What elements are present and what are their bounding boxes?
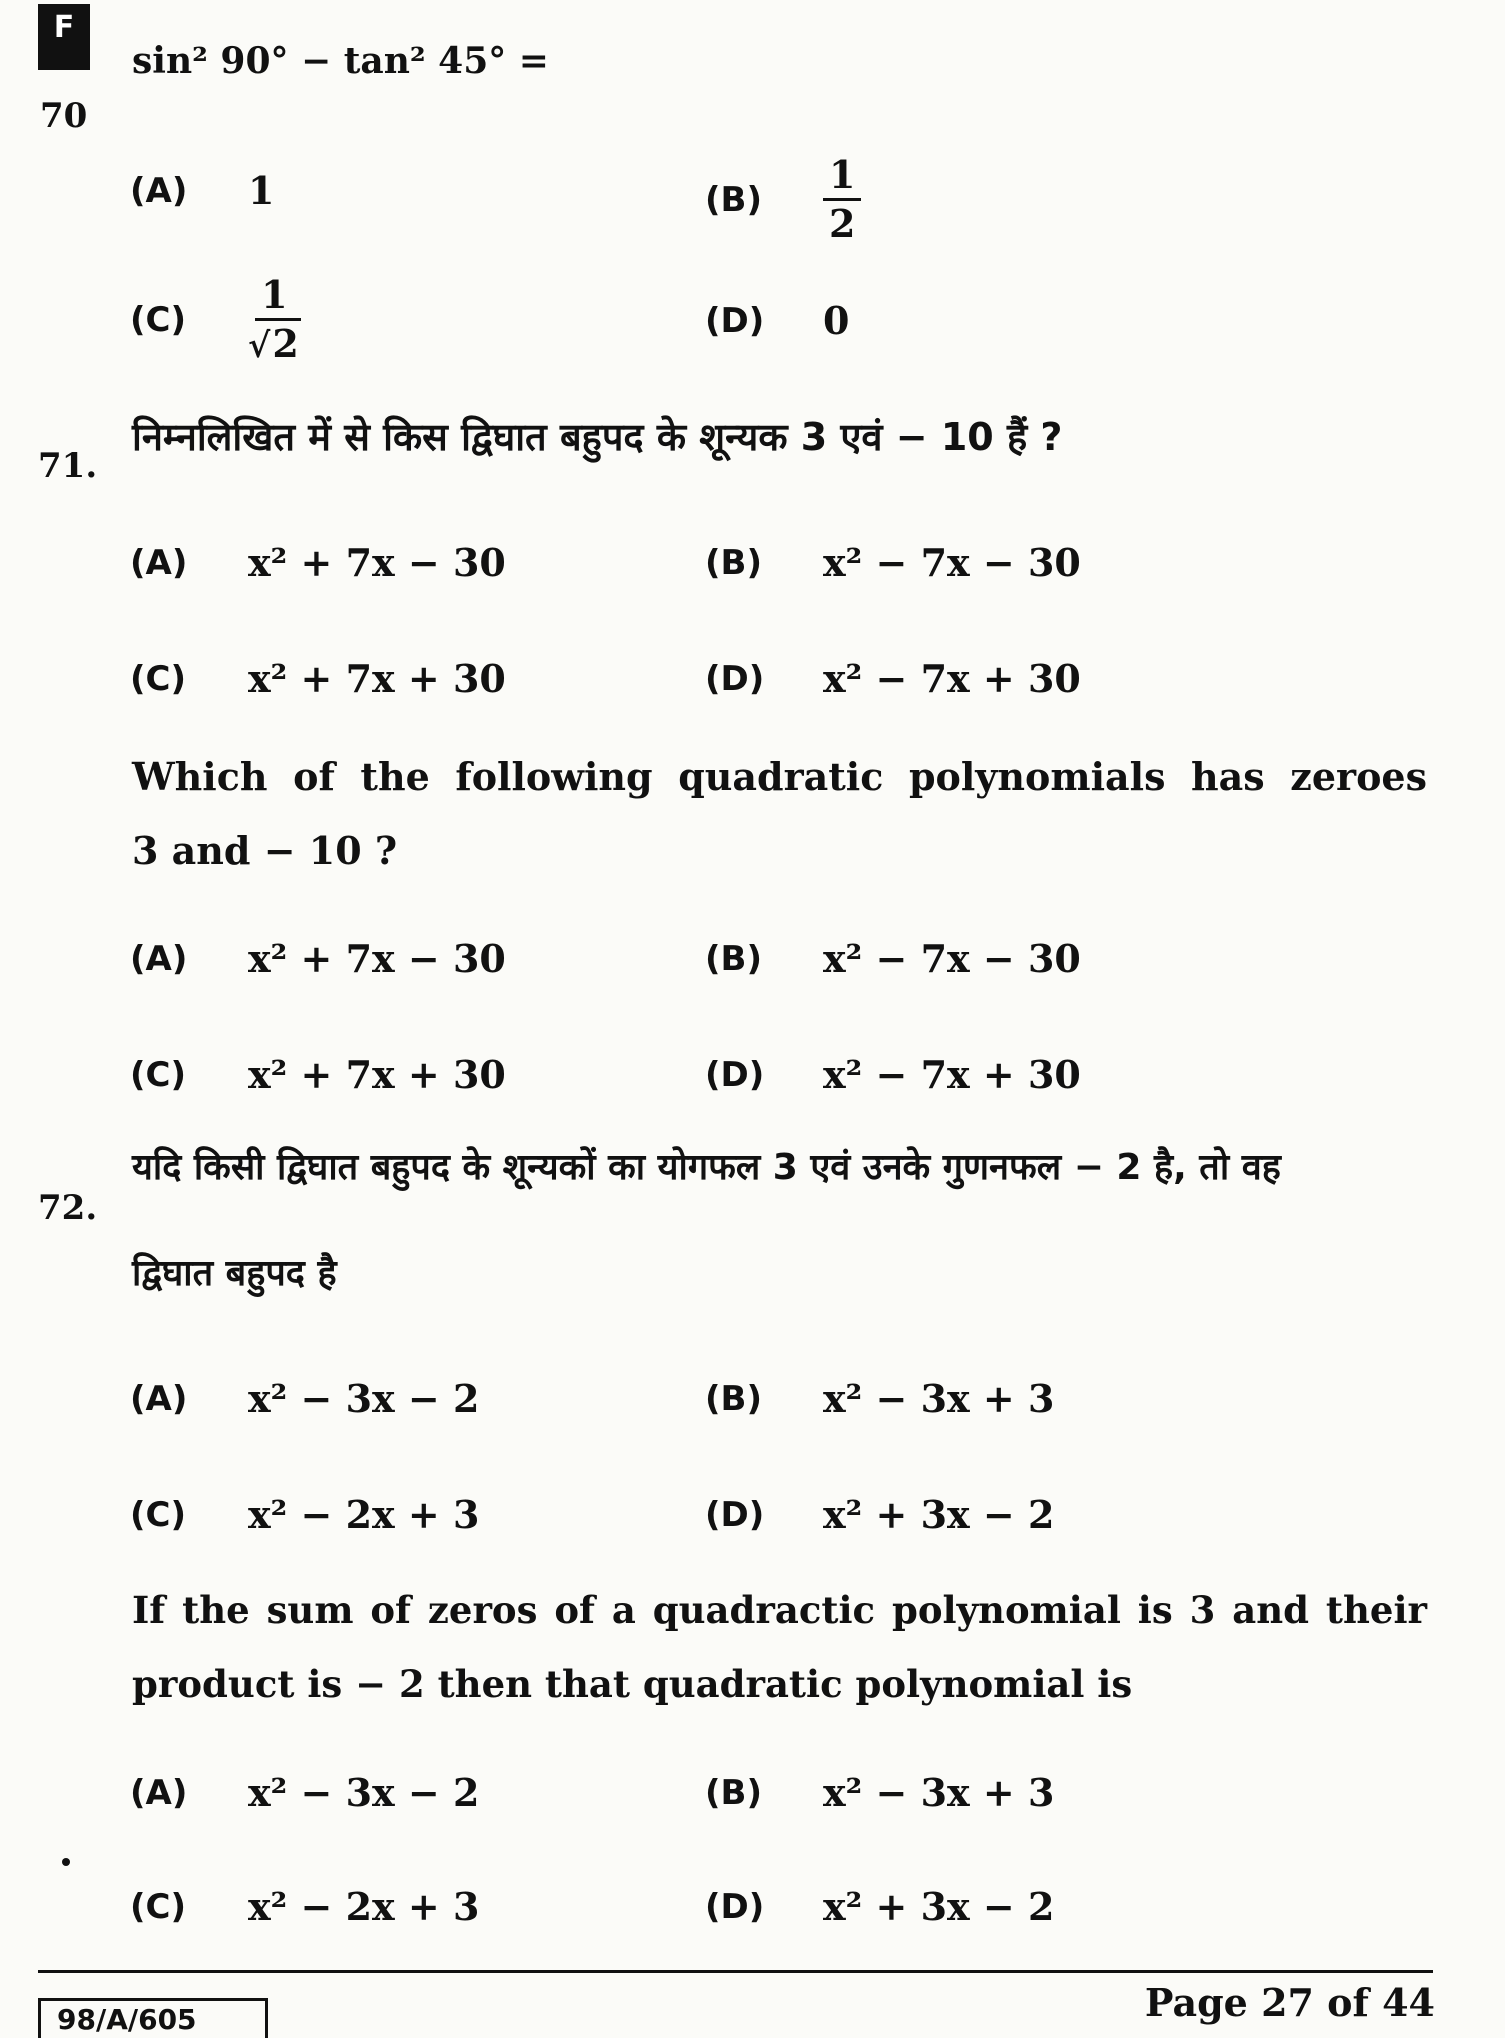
option-value: x² − 7x + 30 xyxy=(823,1052,1081,1097)
option-label: (C) xyxy=(130,658,187,699)
q71-en-option-c[interactable] xyxy=(130,1052,506,1097)
option-label: (C) xyxy=(130,1886,187,1927)
question-number-72: 72. xyxy=(38,1188,98,1228)
question-70-stem: sin² 90° − tan² 45° = xyxy=(132,40,549,82)
option-label: (A) xyxy=(130,1378,188,1419)
question-number-70: 70 xyxy=(40,96,88,136)
fraction-one-half xyxy=(823,152,861,246)
option-label: (B) xyxy=(705,1772,762,1813)
question-72-stem-hindi-line1: यदि किसी द्विघात बहुपद के शून्यकों का योगफल 3 एवं उनके गुणनफल − 2 है, तो वह xyxy=(132,1147,1281,1188)
q70-option-b[interactable] xyxy=(705,152,861,246)
option-value: 0 xyxy=(823,298,850,343)
q72-hi-option-a[interactable] xyxy=(130,1376,479,1421)
q72-en-option-d[interactable] xyxy=(705,1884,1054,1929)
q71-en-option-a[interactable] xyxy=(130,936,506,981)
fraction-numerator: 1 xyxy=(255,276,293,321)
option-value: x² − 2x + 3 xyxy=(248,1884,480,1929)
set-tag-text: F xyxy=(53,10,75,45)
option-value: x² − 7x + 30 xyxy=(823,656,1081,701)
option-label: (B) xyxy=(705,179,762,220)
fraction-denominator xyxy=(242,321,307,366)
option-label: (D) xyxy=(705,658,765,699)
q72-hi-option-d[interactable] xyxy=(705,1492,1054,1537)
q71-hi-option-a[interactable] xyxy=(130,540,506,585)
q72-en-option-c[interactable] xyxy=(130,1884,479,1929)
fraction-numerator: 1 xyxy=(823,156,861,201)
option-value: x² − 2x + 3 xyxy=(248,1492,480,1537)
fraction-denominator: 2 xyxy=(829,201,856,246)
question-72-stem-english-line2: product is − 2 then that quadratic polynomial is xyxy=(132,1662,1133,1706)
q72-en-option-b[interactable] xyxy=(705,1770,1054,1815)
booklet-code: 98/A/605 xyxy=(38,1998,268,2038)
question-71-stem-hindi: निम्नलिखित में से किस द्विघात बहुपद के शून्यक 3 एवं − 10 हैं ? xyxy=(132,415,1063,459)
sqrt-argument: 2 xyxy=(270,318,300,366)
option-label: (A) xyxy=(130,1772,188,1813)
option-value: x² − 3x + 3 xyxy=(823,1770,1055,1815)
option-label: (A) xyxy=(130,938,188,979)
q72-hi-option-c[interactable] xyxy=(130,1492,479,1537)
fraction-one-over-root-two xyxy=(242,272,307,366)
sqrt-icon: √ xyxy=(248,326,271,366)
option-value: x² + 3x − 2 xyxy=(823,1492,1055,1537)
option-value: x² + 7x + 30 xyxy=(248,656,506,701)
q71-en-option-d[interactable] xyxy=(705,1052,1081,1097)
q71-en-option-b[interactable] xyxy=(705,936,1081,981)
option-label: (B) xyxy=(705,1378,762,1419)
option-value: x² + 7x − 30 xyxy=(248,936,506,981)
option-value: x² + 7x + 30 xyxy=(248,1052,506,1097)
question-72-stem-hindi-line2: द्विघात बहुपद है xyxy=(132,1253,337,1294)
option-value: x² − 3x − 2 xyxy=(248,1376,480,1421)
footer-divider xyxy=(38,1970,1433,1973)
page-number: Page 27 of 44 xyxy=(1144,1980,1435,2025)
q70-option-a[interactable] xyxy=(130,168,274,213)
option-label: (B) xyxy=(705,542,762,583)
option-label: (C) xyxy=(130,1054,187,1095)
option-label: (D) xyxy=(705,1886,765,1927)
q70-option-d[interactable] xyxy=(705,298,849,343)
option-value: x² − 7x − 30 xyxy=(823,540,1081,585)
q71-hi-option-d[interactable] xyxy=(705,656,1081,701)
set-tag xyxy=(38,4,90,70)
q71-hi-option-b[interactable] xyxy=(705,540,1081,585)
q72-en-option-a[interactable] xyxy=(130,1770,479,1815)
option-label: (B) xyxy=(705,938,762,979)
option-value: x² − 7x − 30 xyxy=(823,936,1081,981)
option-label: (A) xyxy=(130,170,188,211)
option-value: x² + 3x − 2 xyxy=(823,1884,1055,1929)
q72-hi-option-b[interactable] xyxy=(705,1376,1054,1421)
q71-hi-option-c[interactable] xyxy=(130,656,506,701)
option-label: (D) xyxy=(705,1054,765,1095)
option-label: (A) xyxy=(130,542,188,583)
option-label: (C) xyxy=(130,299,187,340)
option-value: x² + 7x − 30 xyxy=(248,540,506,585)
option-label: (C) xyxy=(130,1494,187,1535)
option-value: x² − 3x − 2 xyxy=(248,1770,480,1815)
option-label: (D) xyxy=(705,1494,765,1535)
option-value: 1 xyxy=(248,168,275,213)
question-71-stem-english-line2: 3 and − 10 ? xyxy=(132,828,398,873)
option-label: (D) xyxy=(705,300,765,341)
option-value: x² − 3x + 3 xyxy=(823,1376,1055,1421)
question-72-stem-english-line1: If the sum of zeros of a quadractic polynomial is 3 and their xyxy=(132,1588,1427,1632)
stray-mark xyxy=(62,1858,70,1866)
question-number-71: 71. xyxy=(38,446,98,486)
q70-option-c[interactable] xyxy=(130,272,307,366)
question-71-stem-english-line1: Which of the following quadratic polynomials has zeroes xyxy=(132,754,1427,799)
